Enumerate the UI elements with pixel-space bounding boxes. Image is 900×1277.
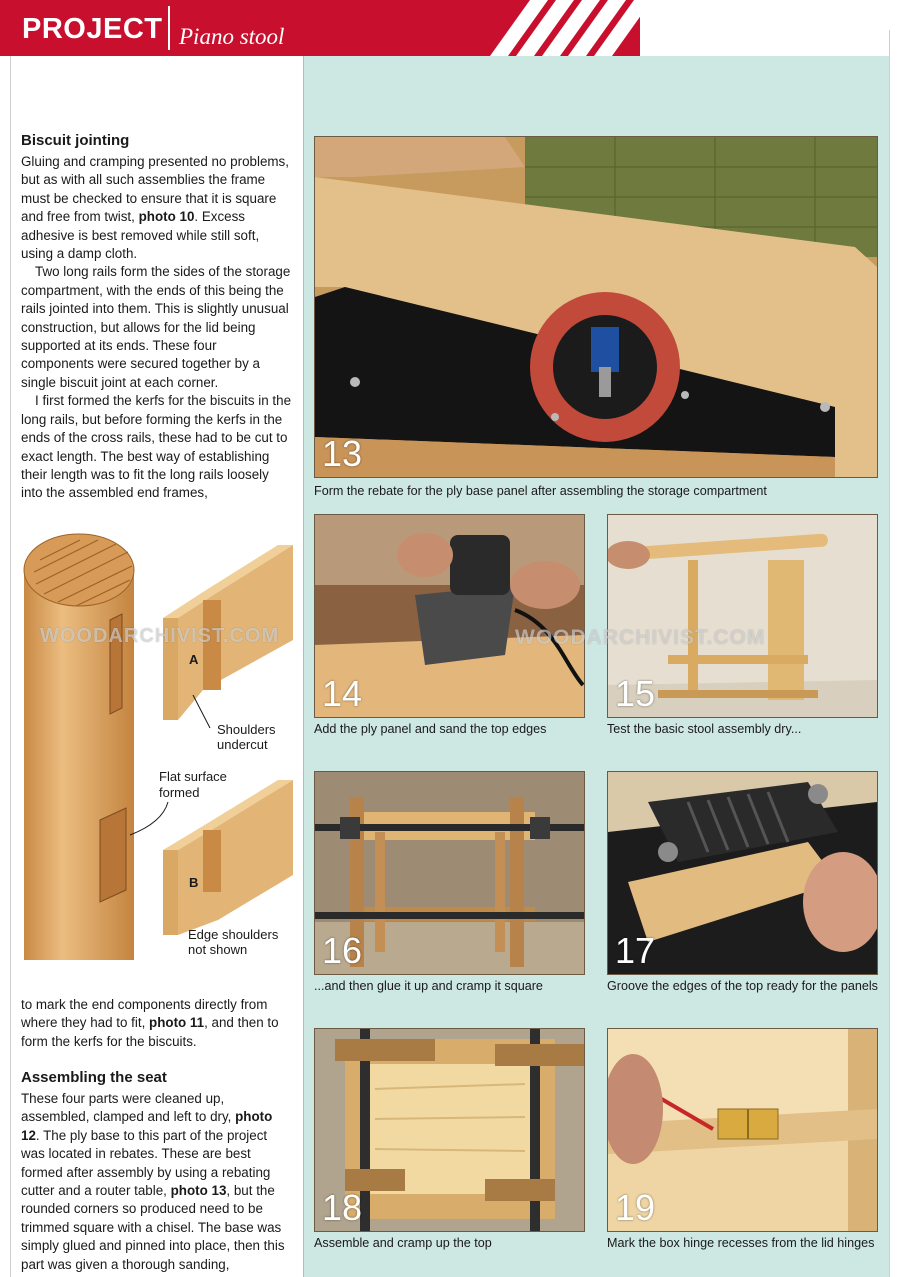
photo-number: 16 [322,930,363,971]
watermark: WOODARCHIVIST.COM [515,626,766,649]
diagram-note-not-shown: not shown [188,942,248,957]
photo-caption: Add the ply panel and sand the top edges [314,722,547,736]
photo-number: 18 [322,1187,363,1228]
photo-caption: Assemble and cramp up the top [314,1236,492,1250]
photo-caption: ...and then glue it up and cramp it square [314,979,543,993]
diagram-note-undercut: undercut [217,737,268,752]
photo-reference: photo 13 [170,1183,227,1199]
paragraph [21,1090,293,1274]
paragraph-text: . The ply base to this part of the project was located in rebates. These are best formed after assembly by using a rebating cutter and a router table, [21,1127,271,1199]
diagram-label-b: B [189,875,199,890]
section-label: PROJECT [22,13,163,45]
photo-number: 14 [322,673,363,714]
photo-number: 15 [615,673,656,714]
paragraph-text: Gluing and cramping presented no problems, but as with all such assemblies the frame must be checked to ensure that it is square and free from twist, [21,154,289,225]
diagram-note-shoulders: Shoulders [217,722,276,737]
article-continuation [21,996,293,1051]
photo-caption: Test the basic stool assembly dry... [607,722,802,736]
photo-13-image [315,137,877,477]
article-section-assembling-seat [21,1068,293,1274]
photo-caption: Groove the edges of the top ready for the panels [607,979,878,993]
paragraph [21,996,293,1051]
photo-number: 17 [615,930,656,971]
photo-15 [607,514,878,718]
photo-reference: photo 12 [21,1109,273,1143]
section-heading: Assembling the seat [21,1069,167,1086]
rail-b-tenon [203,830,221,892]
photo-reference: photo 10 [138,209,195,225]
paragraph: Two long rails form the sides of the storage compartment, with the ends of this being the rails jointed into them. This is slightly unusual construction, but allows for the lid being supported at its ends. These four components were secured together by a single biscuit joint at each corner. [21,264,291,390]
paragraph-text: to mark the end components directly from where they had to fit, [21,997,268,1031]
section-heading: Biscuit jointing [21,132,130,149]
photo-18 [314,1028,585,1232]
photo-number: 13 [322,433,363,474]
rail-b-side [178,780,293,935]
rail-b-face [163,850,178,935]
photo-19 [607,1028,878,1232]
paragraph-text: . Excess adhesive is best removed while still soft, using a damp cloth. [21,209,260,262]
page-edge [889,30,900,1277]
diagram-note-edge-shoulders: Edge shoulders [188,927,279,942]
photo-number: 19 [615,1187,656,1228]
diagram-note-flat-surface: Flat surface [159,769,227,784]
leg-mortise-lower [100,808,126,902]
photo-caption: Form the rebate for the ply base panel after assembling the storage compartment [314,484,767,498]
joint-diagram [18,530,300,970]
header-divider [168,6,170,50]
photo-16 [314,771,585,975]
paragraph-text: , but the rounded corners so produced need to be trimmed square with a chisel. The base was simply glued and pinned into place, then this part was given a thorough sanding, [21,1183,285,1272]
photo-17 [607,771,878,975]
column-rule [10,56,11,1277]
paragraph-text: These four parts were cleaned up, assembled, clamped and left to dry, [21,1091,236,1125]
leg-top-endgrain [24,534,134,606]
article-section-biscuit-jointing [21,131,293,503]
header-white-area [640,0,900,56]
page-title: Piano stool [179,24,285,49]
photo-reference: photo 11 [149,1015,205,1031]
diagram-note-formed: formed [159,785,200,800]
paragraph [21,153,293,263]
photo-14 [314,514,585,718]
page-header [0,0,900,56]
photo-caption: Mark the box hinge recesses from the lid hinges [607,1236,875,1250]
diagram-label-a: A [189,652,199,667]
photo-13 [314,136,878,478]
paragraph-text: , and then to form the kerfs for the biscuits. [21,1015,279,1049]
watermark: WOODARCHIVIST.COM [40,625,280,647]
paragraph: I first formed the kerfs for the biscuits in the long rails, but before forming the kerfs in the ends of the cross rails, these had to be cut to exact length. The best way of establishing their length was to fit the long rails loosely into the assembled end frames, [21,393,292,501]
